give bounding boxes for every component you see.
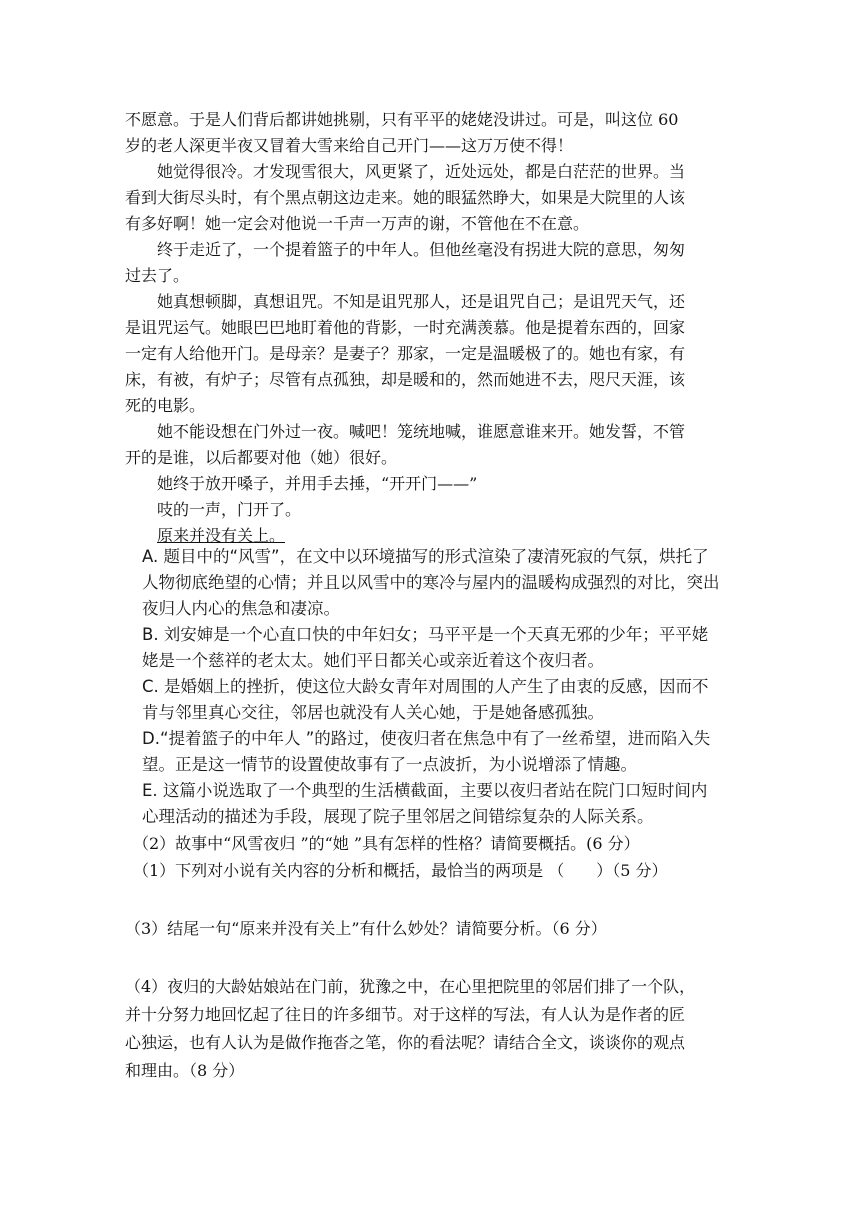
option-a-line: 人物彻底绝望的心情；并且以风雪中的寒冷与屋内的温暖构成强烈的对比，突出: [142, 573, 720, 592]
option-d-line: 望。正是这一情节的设置使故事有了一点波折，为小说增添了情趣。: [142, 755, 637, 774]
question-1: （1）下列对小说有关内容的分析和概括，最恰当的两项是 （ ）（5 分）: [133, 861, 668, 880]
passage-line: 床，有被，有炉子；尽管有点孤独，却是暖和的，然而她进不去，咫尺天涯，该: [125, 370, 686, 389]
passage-line: 一定有人给他开门。是母亲？是妻子？那家，一定是温暖极了的。她也有家，有: [125, 344, 686, 363]
question-4-line: 和理由。（8 分）: [125, 1061, 245, 1080]
passage-line: 她不能设想在门外过一夜。喊吧！笼统地喊，谁愿意谁来开。她发誓，不管: [157, 422, 686, 441]
option-b-line: B. 刘安婶是一个心直口快的中年妇女；马平平是一个天真无邪的少年；平平姥: [142, 625, 709, 644]
option-c-line: 肯与邻里真心交往，邻居也就没有人关心她，于是她备感孤独。: [142, 703, 604, 722]
passage-line: 死的电影。: [125, 396, 206, 415]
option-e-line: E. 这篇小说选取了一个典型的生活横截面，主要以夜归者站在院门口短时间内: [142, 781, 708, 800]
passage-line: 是诅咒运气。她眼巴巴地盯着他的背影，一时充满羡慕。他是提着东西的，回家: [125, 318, 686, 337]
passage-line: 开的是谁，以后都要对他（她）很好。: [125, 448, 398, 467]
passage-line: 终于走近了，一个提着篮子的中年人。但他丝毫没有拐进大院的意思，匆匆: [157, 240, 686, 259]
option-b-line: 姥是一个慈祥的老太太。她们平日都关心或亲近着这个夜归者。: [142, 651, 604, 670]
passage-line: 她终于放开嗓子，并用手去捶，“开开门——”: [157, 474, 478, 493]
passage-line: 岁的老人深更半夜又冒着大雪来给自己开门——这万万使不得！: [125, 136, 574, 155]
passage-line: 有多好啊！她一定会对他说一千声一万声的谢，不管他在不在意。: [125, 214, 590, 233]
question-4-line: （4）夜归的大龄姑娘站在门前，犹豫之中，在心里把院里的邻居们排了一个队，: [125, 977, 696, 996]
passage-line: 她觉得很冷。才发现雪很大，风更紧了，近处远处，都是白茫茫的世界。当: [157, 162, 686, 181]
option-a-line: A. 题目中的“风雪”，在文中以环境描写的形式渲染了凄清死寂的气氛，烘托了: [142, 547, 709, 566]
option-d-line: D.“提着篮子的中年人 ”的路过，使夜归者在焦急中有了一丝希望，进而陷入失: [142, 729, 711, 748]
option-c-line: C. 是婚姻上的挫折，使这位大龄女青年对周围的人产生了由衷的反感，因而不: [142, 677, 709, 696]
passage-line: 看到大街尽头时，有个黑点朝这边走来。她的眼猛然睁大，如果是大院里的人该: [125, 188, 686, 207]
question-4-line: 并十分努力地回忆起了往日的许多细节。对于这样的写法，有人认为是作者的匠: [125, 1005, 686, 1024]
passage-final-line: 原来并没有关上。: [157, 526, 286, 545]
option-e-line: 心理活动的描述为手段，展现了院子里邻居之间错综复杂的人际关系。: [142, 807, 654, 826]
passage-line: 她真想顿脚，真想诅咒。不知是诅咒那人，还是诅咒自己；是诅咒天气，还: [157, 292, 686, 311]
passage-line: 过去了。: [125, 266, 190, 285]
option-a-line: 夜归人内心的焦急和凄凉。: [142, 599, 340, 618]
passage-line: 不愿意。于是人们背后都讲她挑剔，只有平平的姥姥没讲过。可是，叫这位 60: [125, 110, 679, 129]
question-3: （3）结尾一句“原来并没有关上”有什么妙处？请简要分析。（6 分）: [125, 919, 607, 938]
question-2: （2）故事中“风雪夜归 ”的“她 ”具有怎样的性格？请简要概括。(6 分）: [133, 834, 640, 853]
question-4-line: 心独运，也有人认为是做作拖沓之笔，你的看法呢？请结合全文，谈谈你的观点: [125, 1033, 686, 1052]
passage-line: 吱的一声，门开了。: [157, 500, 302, 519]
